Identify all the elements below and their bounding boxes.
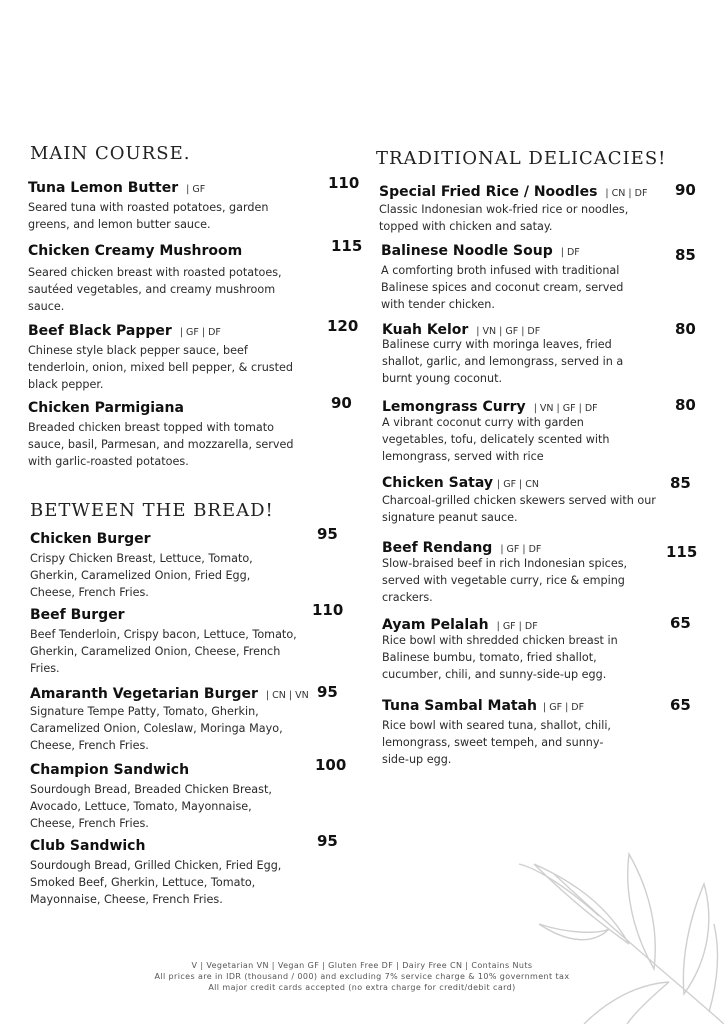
item-name: Kuah Kelor	[382, 322, 469, 338]
menu-item-ayam-pelalah	[382, 614, 702, 684]
item-name: Tuna Sambal Matah	[382, 698, 538, 714]
menu-item-chicken-parmigiana	[28, 394, 358, 471]
item-price: 85	[670, 474, 691, 492]
item-tags: | GF | DF	[543, 702, 585, 713]
leaf-branch-icon	[509, 834, 724, 1024]
menu-item-club-sandwich	[30, 832, 350, 909]
menu-item-tuna-lemon-butter	[28, 174, 360, 233]
item-name: Chicken Creamy Mushroom	[28, 243, 243, 259]
item-price: 110	[328, 174, 360, 192]
item-name: Balinese Noodle Soup	[381, 243, 553, 259]
menu-item-kuah-kelor	[382, 319, 702, 388]
item-description: Charcoal-grilled chicken skewers served with our signature peanut sauce.	[382, 494, 656, 525]
item-price: 65	[670, 614, 691, 632]
menu-item-beef-burger	[30, 601, 350, 678]
item-price: 100	[315, 756, 347, 774]
menu-item-chicken-satay	[382, 472, 702, 526]
credit-cards-note: All major credit cards accepted (no extra charge for credit/debit card)	[208, 983, 516, 992]
item-description: Rice bowl with shredded chicken breast in Balinese bumbu, tomato, fried shallot, cucumber, chili, and sunny-side-up egg.	[382, 634, 618, 682]
item-price: 115	[666, 543, 698, 561]
item-tags: | GF | DF	[179, 327, 221, 338]
item-name: Beef Rendang	[382, 540, 493, 556]
item-price: 115	[331, 237, 363, 255]
menu-item-lemongrass-curry	[382, 396, 702, 466]
item-tags: | CN | VN	[265, 690, 309, 701]
item-name: Club Sandwich	[30, 838, 146, 854]
item-tags: | GF | DF	[500, 544, 542, 555]
item-name: Tuna Lemon Butter	[28, 180, 179, 196]
menu-item-special-fried-rice-noodles	[379, 181, 699, 235]
item-description: Rice bowl with seared tuna, shallot, chili, lemongrass, sweet tempeh, and sunny-side-up egg.	[382, 719, 611, 767]
item-price: 95	[317, 525, 338, 543]
item-description: Crispy Chicken Breast, Lettuce, Tomato, Gherkin, Caramelized Onion, Fried Egg, Cheese, French Fries.	[30, 552, 253, 600]
menu-footer	[0, 960, 724, 993]
item-price: 65	[670, 696, 691, 714]
item-name: Ayam Pelalah	[382, 617, 489, 633]
menu-item-beef-black-papper	[28, 317, 359, 394]
item-price: 95	[317, 683, 338, 701]
item-tags: | VN | GF | DF	[476, 326, 541, 337]
item-description: Seared tuna with roasted potatoes, garden greens, and lemon butter sauce.	[28, 201, 269, 232]
menu-item-champion-sandwich	[30, 756, 350, 833]
item-price: 120	[327, 317, 359, 335]
item-name: Chicken Parmigiana	[28, 400, 184, 416]
dietary-legend: V | Vegetarian VN | Vegan GF | Gluten Free DF | Dairy Free CN | Contains Nuts	[191, 961, 533, 970]
item-name: Lemongrass Curry	[382, 399, 526, 415]
item-name: Special Fried Rice / Noodles	[379, 184, 598, 200]
item-price: 90	[675, 181, 696, 199]
item-tags: | DF	[560, 247, 580, 258]
item-price: 85	[675, 246, 696, 264]
item-price: 95	[317, 832, 338, 850]
item-price: 90	[331, 394, 352, 412]
between-the-bread-title: BETWEEN THE BREAD!	[30, 500, 274, 521]
menu-item-balinese-noodle-soup	[381, 240, 701, 314]
item-price: 80	[675, 396, 696, 414]
item-name: Beef Burger	[30, 607, 125, 623]
item-tags: | GF | CN	[496, 479, 540, 490]
item-description: Beef Tenderloin, Crispy bacon, Lettuce, Tomato, Gherkin, Caramelized Onion, Cheese, French Fries.	[30, 628, 297, 676]
item-name: Chicken Satay	[382, 475, 493, 491]
menu-item-chicken-creamy-mushroom	[28, 237, 363, 316]
item-description: Classic Indonesian wok-fried rice or noodles, topped with chicken and satay.	[379, 203, 629, 234]
item-description: Slow-braised beef in rich Indonesian spices, served with vegetable curry, rice & emping crackers.	[382, 557, 628, 605]
traditional-delicacies-title: TRADITIONAL DELICACIES!	[376, 148, 667, 169]
item-description: Signature Tempe Patty, Tomato, Gherkin, Caramelized Onion, Coleslaw, Moringa Mayo, Cheese, French Fries.	[30, 705, 283, 753]
item-name: Champion Sandwich	[30, 762, 190, 778]
item-price: 110	[312, 601, 344, 619]
item-name: Chicken Burger	[30, 531, 151, 547]
item-description: Breaded chicken breast topped with tomato sauce, basil, Parmesan, and mozzarella, served with garlic-roasted potatoes.	[28, 421, 294, 469]
item-name: Amaranth Vegetarian Burger	[30, 686, 258, 702]
item-tags: | GF | DF	[496, 621, 538, 632]
main-course-title: MAIN COURSE.	[30, 143, 191, 164]
item-description: Balinese curry with moringa leaves, fried shallot, garlic, and lemongrass, served in a burnt young coconut.	[382, 338, 624, 386]
item-description: Sourdough Bread, Grilled Chicken, Fried Egg, Smoked Beef, Gherkin, Lettuce, Tomato, Mayonnaise, Cheese, French Fries.	[30, 859, 282, 907]
item-name: Beef Black Papper	[28, 323, 172, 339]
menu-item-tuna-sambal-matah	[382, 695, 702, 769]
item-tags: | CN | DF	[605, 188, 648, 199]
item-description: Seared chicken breast with roasted potatoes, sautéed vegetables, and creamy mushroom sauce.	[28, 266, 282, 314]
item-description: Chinese style black pepper sauce, beef tenderloin, onion, mixed bell pepper, & crusted black pepper.	[28, 344, 293, 392]
item-description: A comforting broth infused with traditional Balinese spices and coconut cream, served with tender chicken.	[381, 264, 624, 312]
item-tags: | GF	[186, 184, 206, 195]
menu-item-chicken-burger	[30, 525, 350, 602]
item-price: 80	[675, 320, 696, 338]
menu-item-amaranth-vegetarian-burger	[30, 683, 350, 755]
prices-note: All prices are in IDR (thousand / 000) and excluding 7% service charge & 10% government tax	[154, 972, 570, 981]
menu-item-beef-rendang	[382, 537, 702, 607]
item-description: A vibrant coconut curry with garden vegetables, tofu, delicately scented with lemongrass, served with rice	[382, 416, 610, 464]
item-tags: | VN | GF | DF	[533, 403, 598, 414]
item-description: Sourdough Bread, Breaded Chicken Breast, Avocado, Lettuce, Tomato, Mayonnaise, Cheese, French Fries.	[30, 783, 272, 831]
